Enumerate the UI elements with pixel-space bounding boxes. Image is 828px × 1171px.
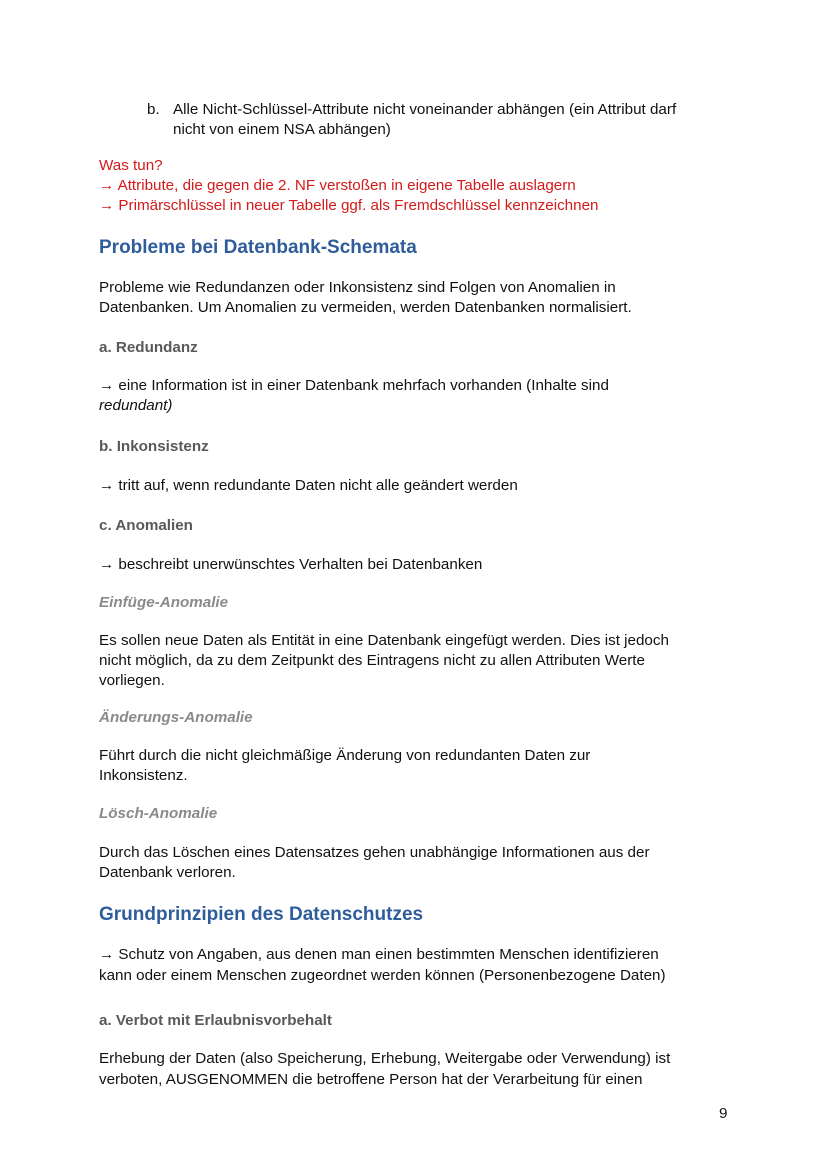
section1-intro-line1: Probleme wie Redundanzen oder Inkonsistenz sind Folgen von Anomalien in [99,279,616,296]
loesch-line1: Durch das Löschen eines Datensatzes gehen unabhängige Informationen aus der [99,844,650,861]
redundanz-line2: redundant) [99,397,173,414]
subheading-loesch-anomalie: Lösch-Anomalie [99,805,218,822]
page-number: 9 [719,1105,728,1122]
einfuege-line1: Es sollen neue Daten als Entität in eine Datenbank eingefügt werden. Dies ist jedoch [99,632,669,649]
list-item-b-line2: nicht von einem NSA abhängen) [173,121,391,138]
aenderung-line1: Führt durch die nicht gleichmäßige Änderung von redundanten Daten zur [99,747,591,764]
section2-intro-line2: kann oder einem Menschen zugeordnet werden können (Personenbezogene Daten) [99,967,666,984]
subheading-anomalien: c. Anomalien [99,517,193,534]
was-tun-line1: → Attribute, die gegen die 2. NF verstoßen in eigene Tabelle auslagern [99,177,576,194]
was-tun-line2: → Primärschlüssel in neuer Tabelle ggf. als Fremdschlüssel kennzeichnen [99,197,599,214]
anomalien-line1: → beschreibt unerwünschtes Verhalten bei Datenbanken [99,556,483,573]
aenderung-line2: Inkonsistenz. [99,767,188,784]
section1-intro-line2: Datenbanken. Um Anomalien zu vermeiden, werden Datenbanken normalisiert. [99,299,632,316]
subheading-redundanz: a. Redundanz [99,339,198,356]
einfuege-line3: vorliegen. [99,672,165,689]
subheading-verbot: a. Verbot mit Erlaubnisvorbehalt [99,1012,332,1029]
list-item-b-line1: Alle Nicht-Schlüssel-Attribute nicht voneinander abhängen (ein Attribut darf [173,101,677,118]
was-tun-title: Was tun? [99,157,163,174]
section-heading-datenschutz: Grundprinzipien des Datenschutzes [99,904,424,925]
einfuege-line2: nicht möglich, da zu dem Zeitpunkt des Eintragens nicht zu allen Attributen Werte [99,652,645,669]
redundanz-line1: → eine Information ist in einer Datenbank mehrfach vorhanden (Inhalte sind [99,377,609,394]
list-marker-b: b. [147,101,160,118]
subheading-aenderungs-anomalie: Änderungs-Anomalie [99,709,253,726]
section2-intro-line1: → Schutz von Angaben, aus denen man einen bestimmten Menschen identifizieren [99,946,659,963]
verbot-line2: verboten, AUSGENOMMEN die betroffene Person hat der Verarbeitung für einen [99,1071,643,1088]
list-item-b [173,100,676,140]
verbot-line1: Erhebung der Daten (also Speicherung, Erhebung, Weitergabe oder Verwendung) ist [99,1050,671,1067]
loesch-line2: Datenbank verloren. [99,864,236,881]
subheading-inkonsistenz: b. Inkonsistenz [99,438,209,455]
subheading-einfuege-anomalie: Einfüge-Anomalie [99,594,229,611]
section-heading-probleme: Probleme bei Datenbank-Schemata [99,237,417,258]
inkonsistenz-line1: → tritt auf, wenn redundante Daten nicht alle geändert werden [99,477,518,494]
